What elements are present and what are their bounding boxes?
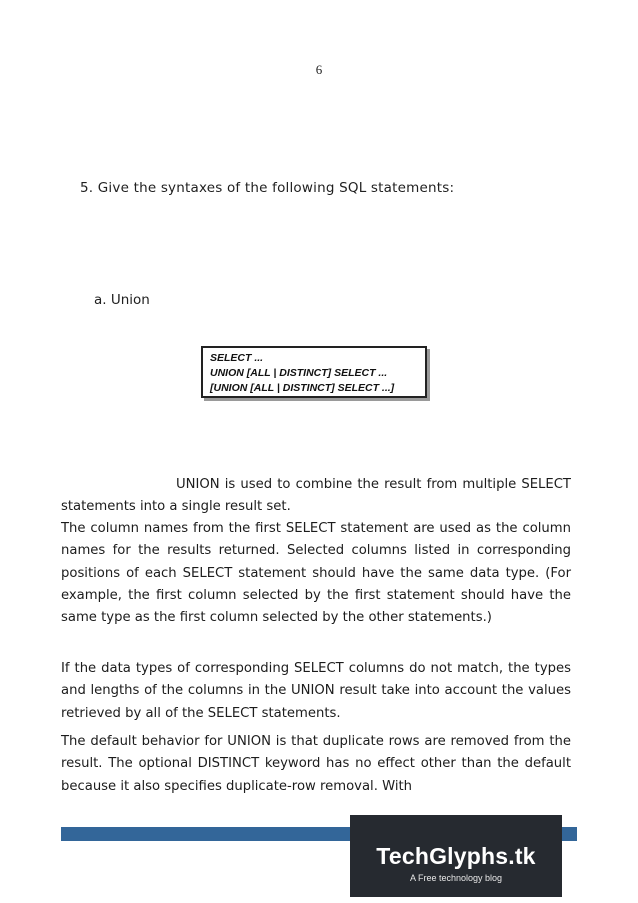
paragraph: The column names from the first SELECT statement are used as the column names for the results returned. Selected columns listed in corresponding positions of each SELECT statement should have the same data type. (For example, the first column selected by the first statement should have the same type as the first column selected by the other statements.) [61,521,571,626]
paragraph: The default behavior for UNION is that duplicate rows are removed from the result. The optional DISTINCT keyword has no effect other than the default because it also specifies duplicate-row removal. With [61,734,571,794]
logo-title: TechGlyphs.tk [376,843,536,869]
paragraph: If the data types of corresponding SELECT columns do not match, the types and lengths of the columns in the UNION result take into account the values retrieved by all of the SELECT statements. [61,661,571,721]
techglyphs-logo[interactable] [350,815,562,897]
syntax-line: SELECT ... [210,352,264,364]
syntax-box [201,346,427,398]
question-heading: 5. Give the syntaxes of the following SQL statements: [80,180,455,196]
syntax-line: UNION [ALL | DISTINCT] SELECT ... [210,367,388,379]
syntax-line: [UNION [ALL | DISTINCT] SELECT ...] [210,382,395,394]
page-number: 6 [315,62,323,77]
subitem-union: a. Union [94,292,150,308]
paragraph: UNION is used to combine the result from multiple SELECT statements into a single result set. [61,477,571,515]
logo-tagline: A Free technology blog [409,873,503,883]
